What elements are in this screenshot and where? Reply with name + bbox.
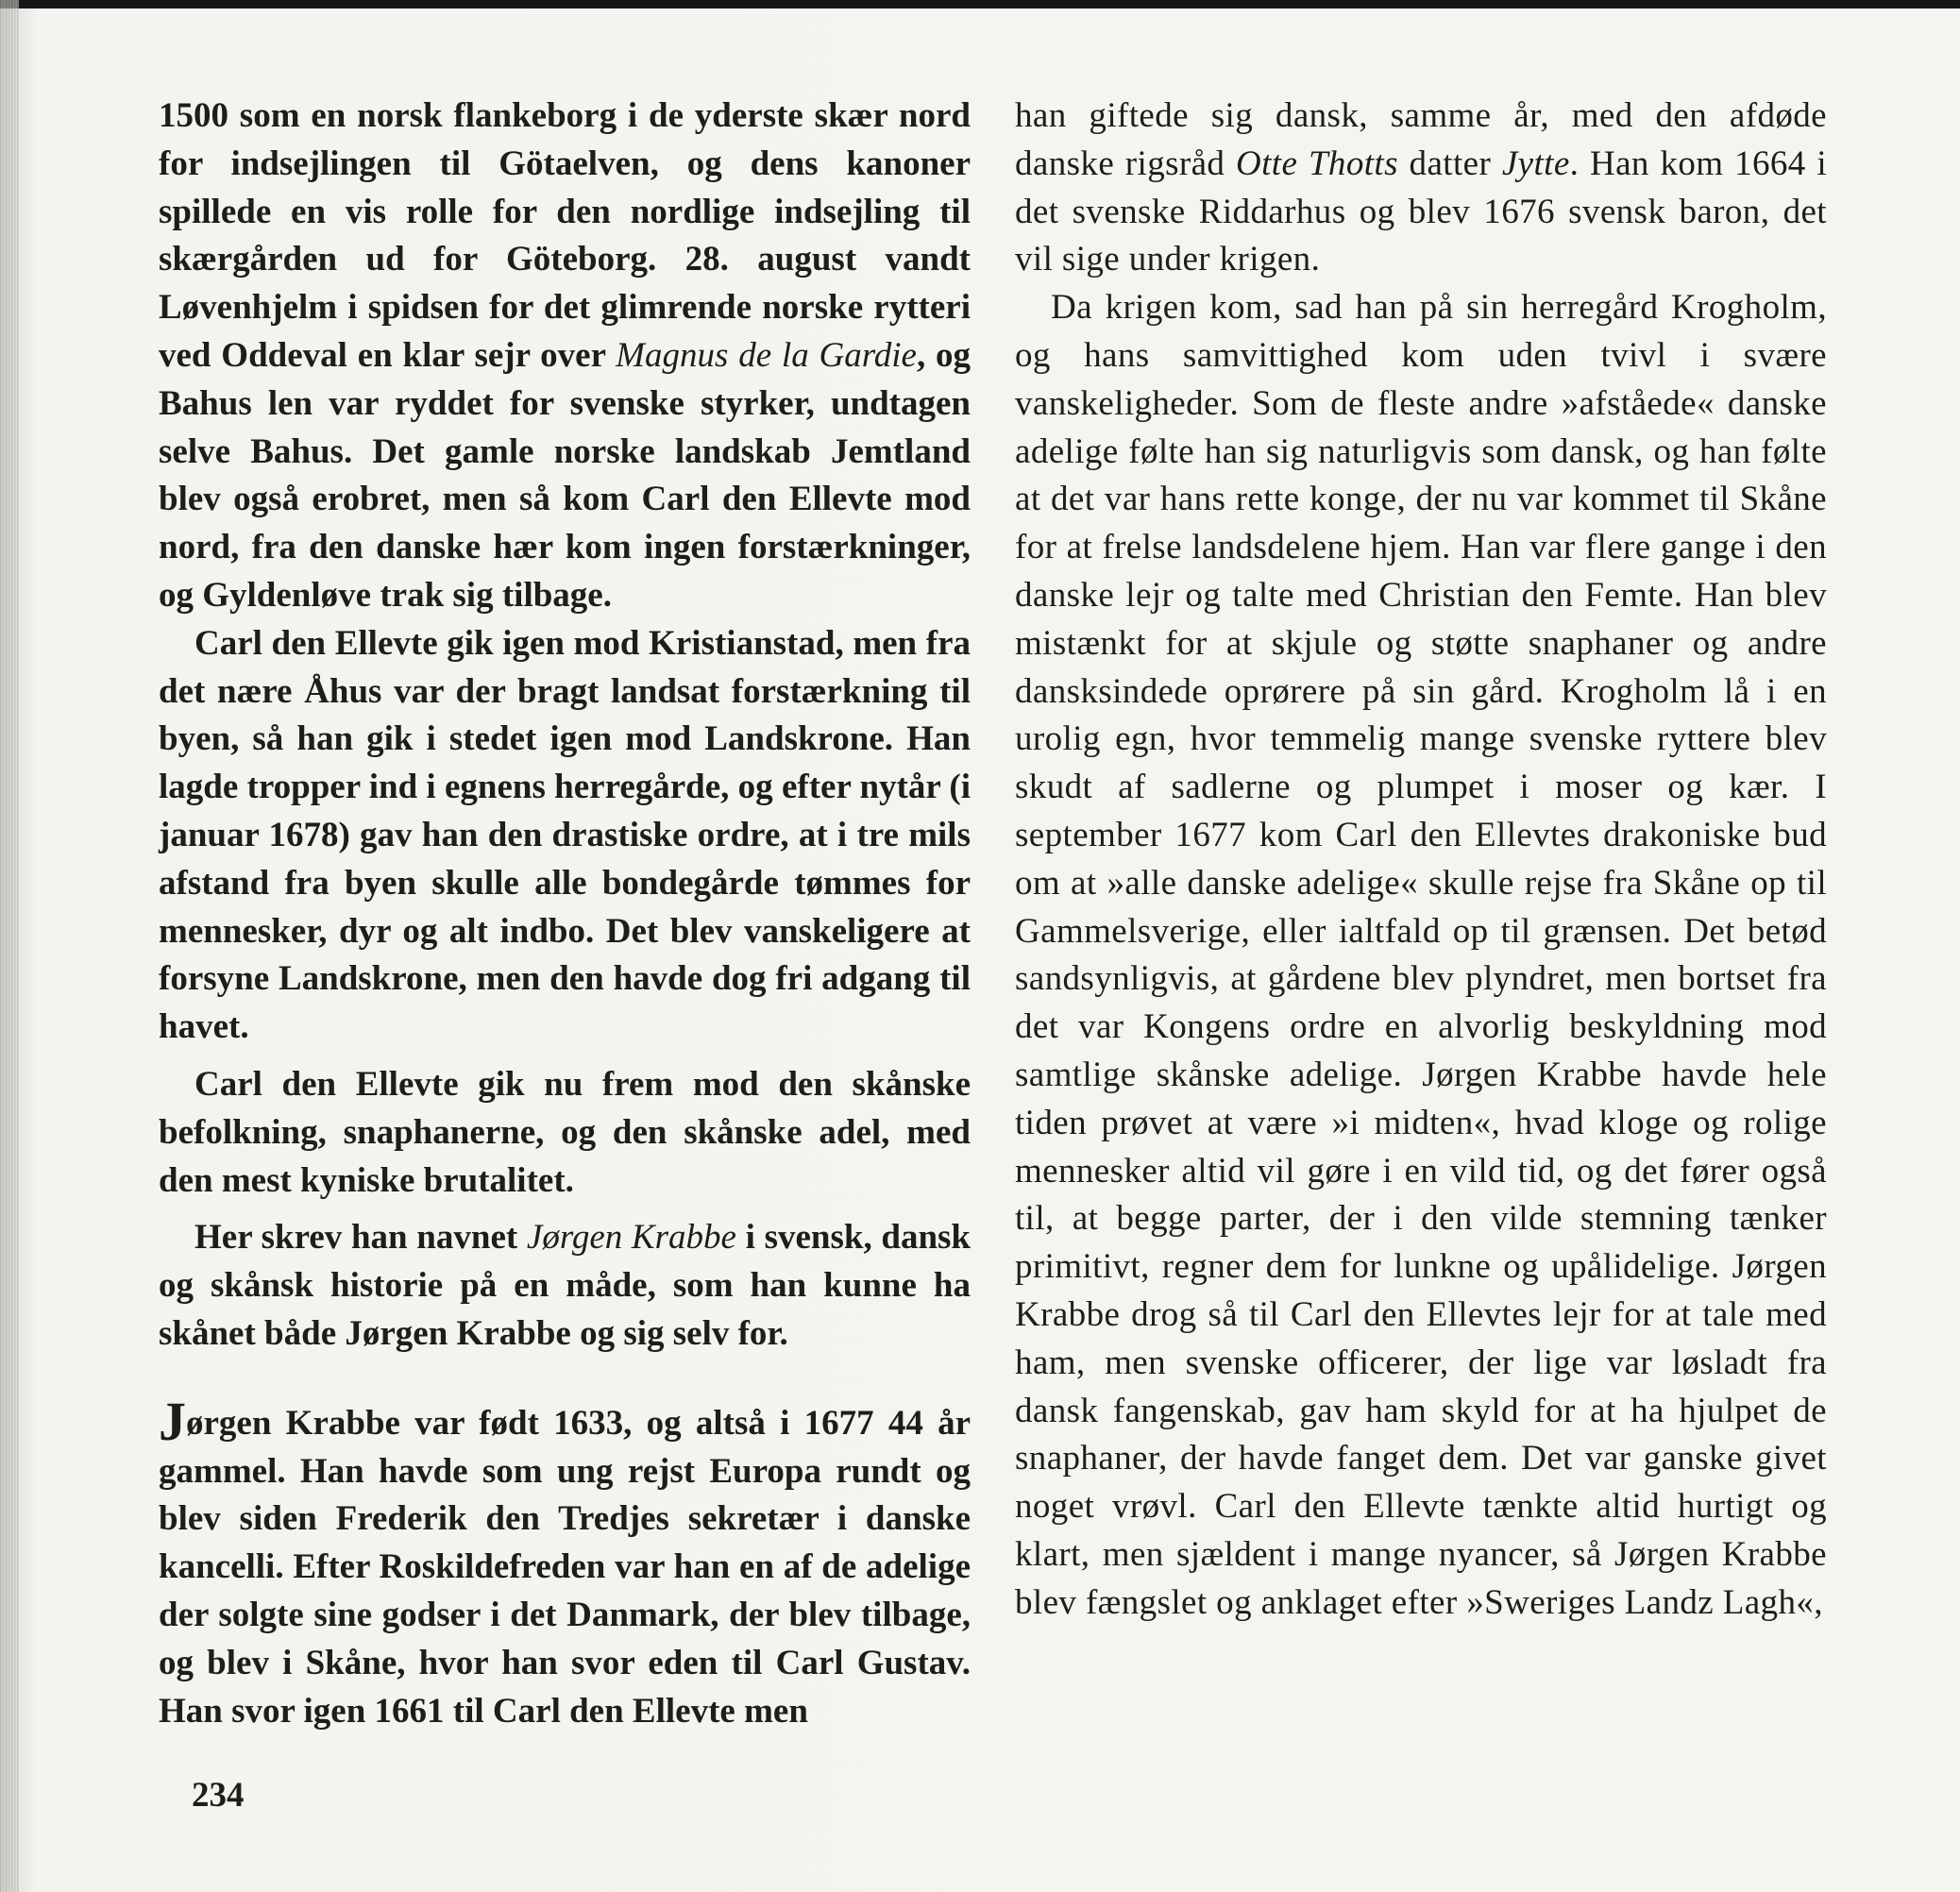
spine-shadow	[0, 0, 19, 1892]
text-run: Carl den Ellevte gik nu frem mod den skånske befolkning, snaphanerne, og den skånske adel, med den mest kyniske brutalitet.	[159, 1064, 971, 1200]
right-paragraph-2	[1015, 284, 1827, 1627]
left-paragraph-4	[159, 1214, 971, 1358]
left-paragraph-2	[159, 620, 971, 1052]
text-run: Her skrev han navnet	[194, 1218, 518, 1258]
italic-name: Magnus de la Gardie	[616, 335, 917, 375]
text-run: 1500 som en norsk flankeborg i de yderste skær nord for indsejlingen til Götaelven, og dens kanoner spillede en vis rolle for den nordlige indsejling til skærgården ud for Göteborg. 28. august vandt Løvenhjelm i spidsen for det glimrende norske rytteri ved Oddeval en klar sejr over	[159, 96, 971, 375]
text-run: datter	[1409, 144, 1492, 183]
text-run: ørgen Krabbe var født 1633, og altså i 1677 44 år gammel. Han havde som ung rejst Europa rundt og blev siden Frederik den Tredjes sekretær i danske kancelli. Efter Roskildefreden var han en af de adelige der solgte sine godser i det Danmark, der blev tilbage, og blev i Skåne, hvor han svor eden til Carl Gustav. Han svor igen 1661 til Carl den Ellevte men	[159, 1403, 971, 1731]
italic-name: Jørgen Krabbe	[526, 1218, 736, 1258]
text-run: Carl den Ellevte gik igen mod Kristianstad, men fra det nære Åhus var der bragt landsat forstærkning til byen, så han gik i stedet igen mod Landskrone. Han lagde tropper ind i egnens herregårde, og efter nytår (i januar 1678) gav han den drastiske ordre, at i tre mils afstand fra byen skulle alle bondegårde tømmes for mennesker, dyr og alt indbo. Det blev vanskeligere at forsyne Landskrone, men den havde dog fri adgang til havet.	[159, 623, 971, 1047]
text-run: i svensk, dansk og skånsk historie på en måde, som han kunne ha skånet både Jørgen Krabbe og sig selv for.	[159, 1218, 972, 1353]
left-paragraph-1	[159, 93, 971, 620]
italic-name: Jytte	[1501, 144, 1570, 183]
text-run: Da krigen kom, sad han på sin herregård Krogholm, og hans samvittighed kom uden tvivl i svære vanskeligheder. Som de fleste andre »afståede« danske adelige følte han sig naturligvis som dansk, og han følte at det var hans rette konge, der nu var kommet til Skåne for at frelse landsdelene hjem. Han var flere gange i den danske lejr og talte med Christian den Femte. Han blev mistænkt for at skjule og støtte snaphaner og andre dansksindede oprørere på sin gård. Krogholm lå i en urolig egn, hvor temmelig mange svenske ryttere blev skudt af sadlerne og plumpet i moser og kær. I september 1677 kom Carl den Ellevtes drakoniske bud om at »alle danske adelige« skulle rejse fra Skåne op til Gammelsverige, eller ialtfald op til grænsen. Det betød sandsynligvis, at gårdene blev plyndret, men bortset fra det var Kongens ordre en alvorlig beskyldning mod samtlige skånske adelige. Jørgen Krabbe havde hele tiden prøvet at være »i midten«, hvad kloge og rolige mennesker altid vil gøre i en vild tid, og det fører også til, at begge parter, der i den vilde stemning tænker primitivt, regner dem for lunkne og upålidelige. Jørgen Krabbe drog så til Carl den Ellevtes lejr for at tale med ham, men svenske officerer, der lige var løsladt fra dansk fangenskab, gav ham skyld for at ha hjulpet de snaphaner, der havde fanget dem. Det var ganske givet noget vrøvl. Carl den Ellevte tænkte altid hurtigt og klart, men sjældent i mange nyancer, så Jørgen Krabbe blev fængslet og anklaget efter »Sweriges Landz Lagh«,	[1015, 288, 1827, 1622]
drop-cap: J	[159, 1390, 186, 1452]
left-paragraph-3	[159, 1061, 971, 1205]
page-number: 234	[192, 1776, 245, 1815]
text-run: , og Bahus len var ryddet for svenske styrker, undtagen selve Bahus. Det gamle norske landskab Jemtland blev også erobret, men så kom Carl den Ellevte mod nord, fra den danske hær kom ingen forstærkninger, og Gyldenløve trak sig tilbage.	[159, 335, 972, 615]
text-run: han giftede sig dansk, samme år, med den afdøde danske rigsråd	[1015, 96, 1827, 183]
italic-name: Otte Thotts	[1236, 144, 1398, 183]
right-text-column	[1015, 93, 1827, 1628]
left-paragraph-5	[159, 1390, 971, 1736]
right-paragraph-1	[1015, 93, 1827, 284]
left-text-column	[159, 93, 971, 1735]
page-top-edge	[0, 0, 1960, 8]
text-run: . Han kom 1664 i det svenske Riddarhus og blev 1676 svensk baron, det vil sige under krigen.	[1015, 144, 1828, 279]
